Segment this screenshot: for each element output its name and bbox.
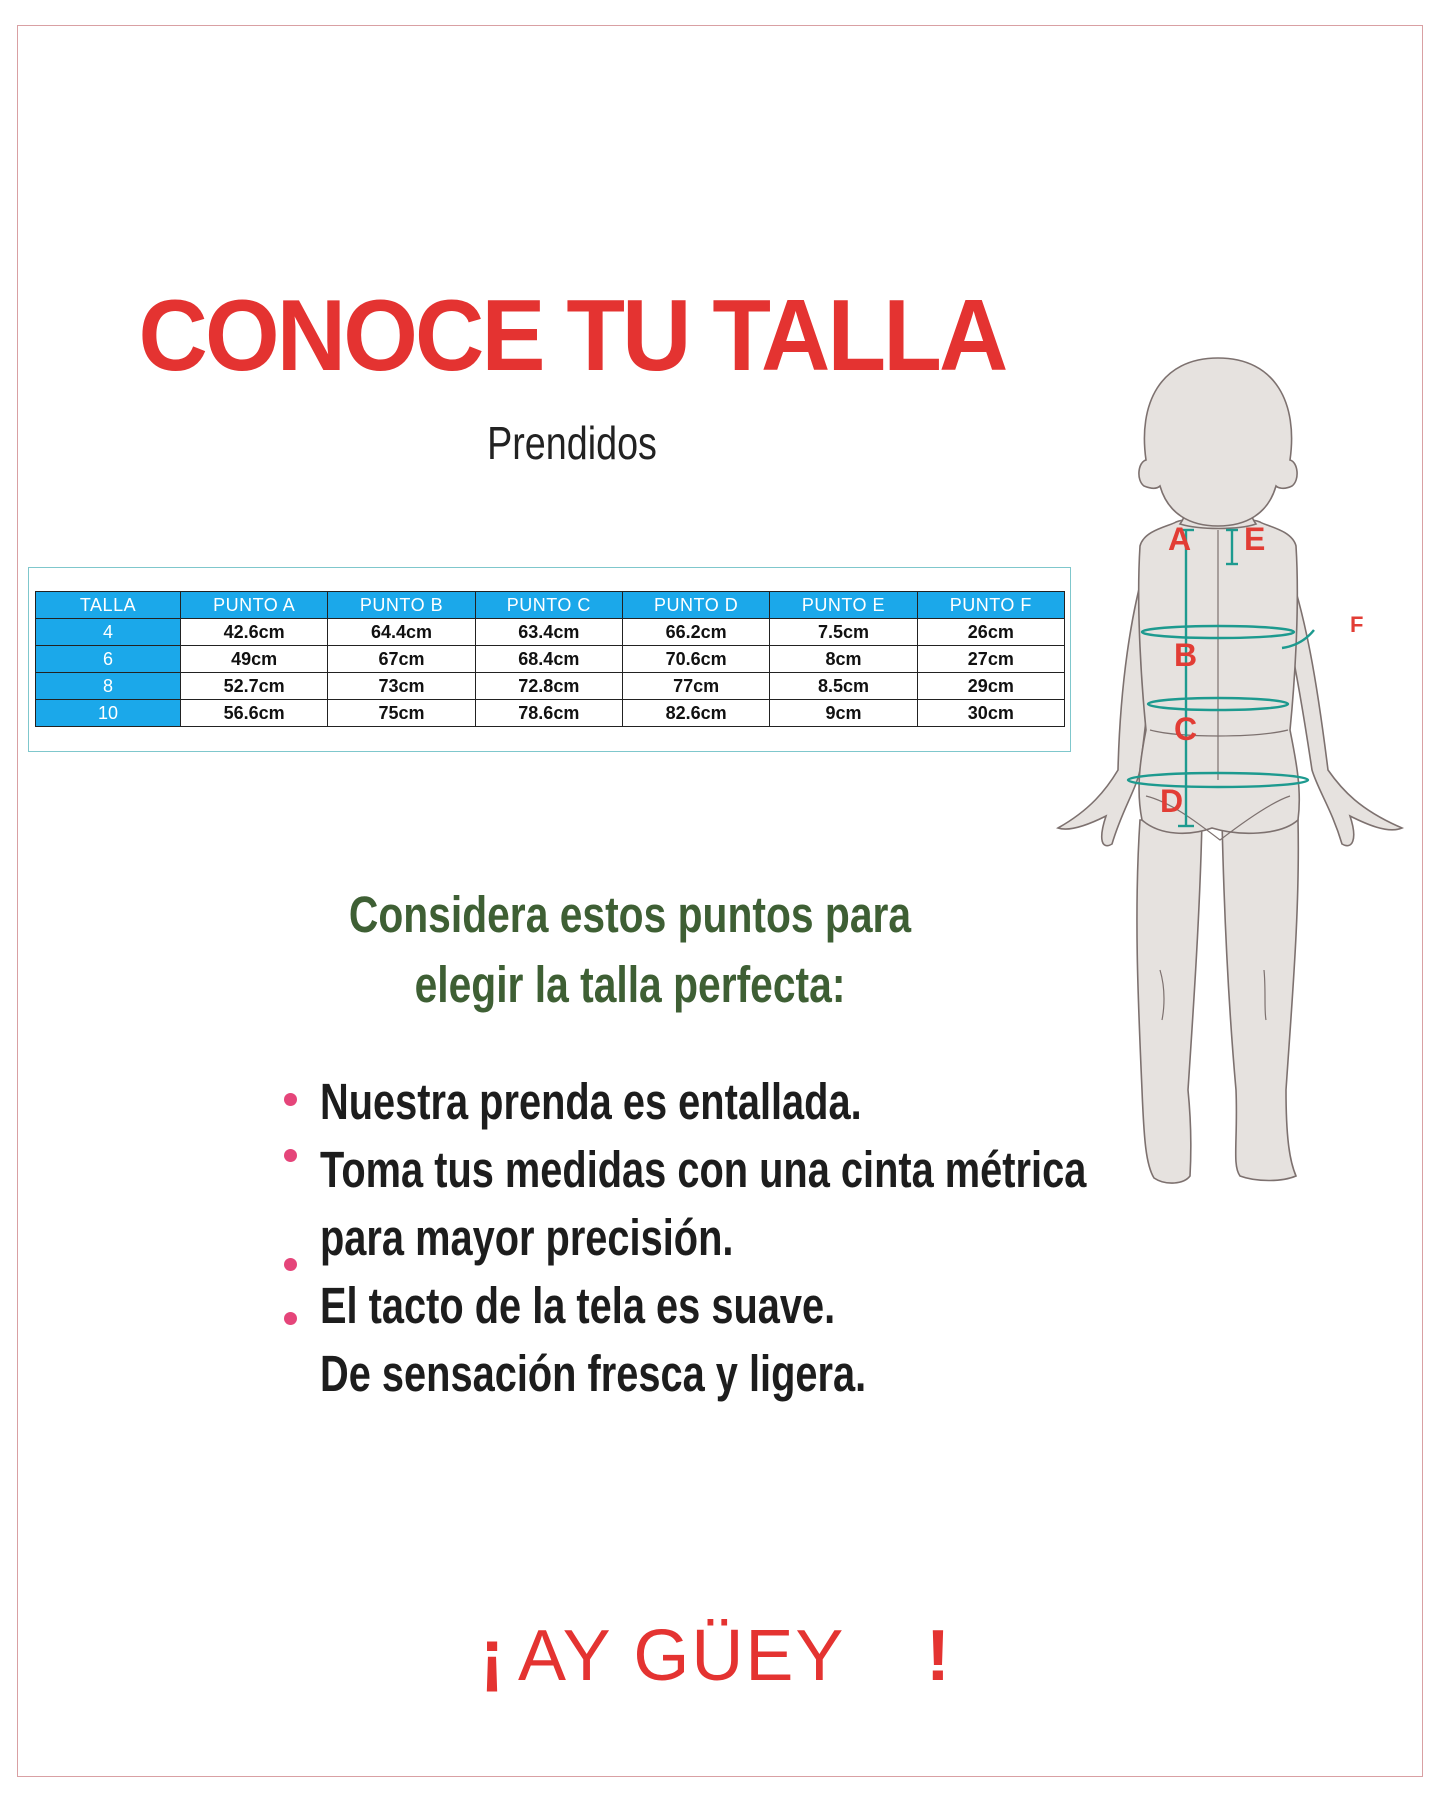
label-a: A: [1168, 521, 1192, 557]
body-outline: [1058, 358, 1402, 1183]
brand-name: AY GÜEY: [518, 1616, 846, 1696]
table-cell: 73cm: [328, 673, 475, 700]
table-cell: 75cm: [328, 700, 475, 727]
label-b: B: [1174, 637, 1198, 673]
label-d: D: [1160, 783, 1184, 819]
label-e: E: [1244, 521, 1266, 557]
advice-heading-line: Considera estos puntos para: [348, 886, 912, 943]
advice-heading-line: elegir la talla perfecta:: [414, 956, 846, 1013]
header-punto-e: PUNTO E: [770, 592, 917, 619]
list-item: para mayor precisión.: [320, 1209, 734, 1266]
list-item: El tacto de la tela es suave.: [320, 1277, 836, 1334]
brand-close-mark: !: [926, 1616, 950, 1696]
table-cell: 64.4cm: [328, 619, 475, 646]
table-cell: 27cm: [917, 646, 1064, 673]
header-punto-a: PUNTO A: [181, 592, 328, 619]
advice-heading: [342, 880, 918, 1020]
table-cell: 67cm: [328, 646, 475, 673]
table-cell: 8cm: [770, 646, 917, 673]
table-cell: 26cm: [917, 619, 1064, 646]
table-cell: 68.4cm: [475, 646, 622, 673]
header-punto-c: PUNTO C: [475, 592, 622, 619]
brand-logo: [480, 1608, 970, 1703]
table-cell: 63.4cm: [475, 619, 622, 646]
brand-open-mark: ¡: [480, 1616, 504, 1696]
table-cell: 42.6cm: [181, 619, 328, 646]
label-f: F: [1350, 612, 1364, 637]
table-cell: 78.6cm: [475, 700, 622, 727]
table-cell: 9cm: [770, 700, 917, 727]
list-item: Toma tus medidas con una cinta métrica: [320, 1141, 1087, 1198]
header-punto-d: PUNTO D: [622, 592, 769, 619]
table-cell: 29cm: [917, 673, 1064, 700]
bullet-dot-icon: [284, 1258, 297, 1271]
table-cell: 7.5cm: [770, 619, 917, 646]
bullet-dot-icon: [284, 1312, 297, 1325]
table-cell: 66.2cm: [622, 619, 769, 646]
table-cell: 82.6cm: [622, 700, 769, 727]
header-punto-f: PUNTO F: [917, 592, 1064, 619]
table-cell: 30cm: [917, 700, 1064, 727]
table-cell: 8.5cm: [770, 673, 917, 700]
child-body-figure: [1050, 350, 1410, 1190]
size-table: [35, 591, 1065, 727]
talla-cell: 10: [36, 700, 181, 727]
talla-cell: 4: [36, 619, 181, 646]
list-item: Nuestra prenda es entallada.: [320, 1073, 862, 1130]
table-row: [36, 646, 1065, 673]
talla-cell: 6: [36, 646, 181, 673]
table-row: [36, 619, 1065, 646]
label-c: C: [1174, 711, 1198, 747]
table-cell: 56.6cm: [181, 700, 328, 727]
page-subtitle: Prendidos: [487, 417, 657, 469]
table-cell: 77cm: [622, 673, 769, 700]
table-row: [36, 673, 1065, 700]
table-row: [36, 700, 1065, 727]
table-cell: 49cm: [181, 646, 328, 673]
header-punto-b: PUNTO B: [328, 592, 475, 619]
header-talla: TALLA: [36, 592, 181, 619]
talla-cell: 8: [36, 673, 181, 700]
table-cell: 52.7cm: [181, 673, 328, 700]
bullet-dot-icon: [284, 1149, 297, 1162]
list-item: De sensación fresca y ligera.: [320, 1345, 867, 1402]
table-header-row: [36, 592, 1065, 619]
bullet-dot-icon: [284, 1093, 297, 1106]
table-cell: 70.6cm: [622, 646, 769, 673]
table-cell: 72.8cm: [475, 673, 622, 700]
page-title: CONOCE TU TALLA: [138, 280, 1006, 392]
